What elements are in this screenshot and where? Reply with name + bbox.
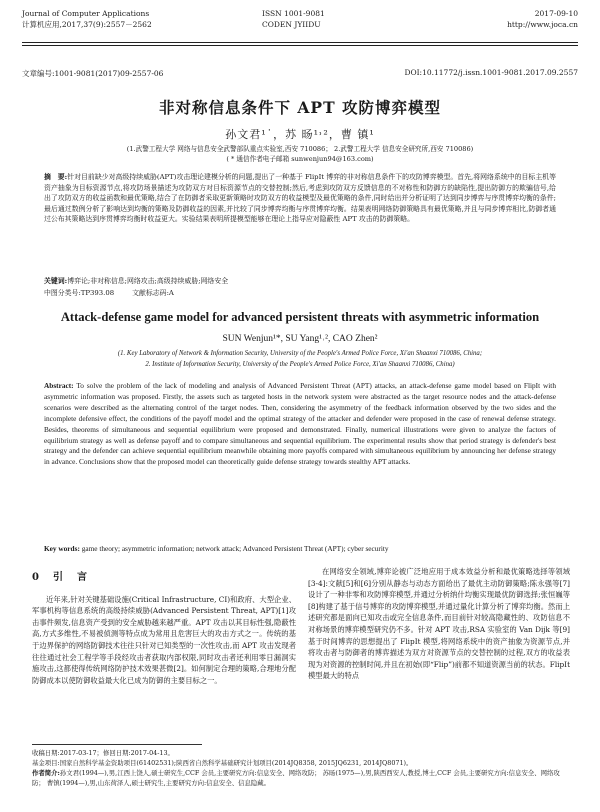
body-column-left xyxy=(32,566,296,686)
authors-english: SUN Wenjun¹*, SU Yang¹˒², CAO Zhen² xyxy=(222,334,378,344)
abstract-chinese xyxy=(44,172,556,225)
publish-date: 2017-09-10 xyxy=(534,9,578,18)
footnote-received: 收稿日期:2017-03-17；修回日期:2017-04-13。 xyxy=(32,749,174,757)
footnote-funding: 基金项目:国家自然科学基金资助项目(61402531);陕西省自然科学基础研究计划项目(2014JQ8358, 2015JQ6231, 2014JQ8071)。 xyxy=(32,759,413,767)
abstract-english xyxy=(44,381,556,468)
header-divider-thin xyxy=(22,45,578,46)
abstract-en-label: Abstract: xyxy=(44,381,74,390)
doi[interactable]: DOI:10.11772/j.issn.1001-9081.2017.09.2557 xyxy=(404,68,578,77)
journal-url[interactable]: http://www.joca.cn xyxy=(507,20,578,29)
footnote-bio-text: 孙文君(1994—),男,江西上饶人,硕士研究生,CCF 会员,主要研究方向:信息安全、网络攻防； 苏旸(1975—),男,陕西西安人,教授,博士,CCF 会员,主要研究方向:信息安全、网络攻防； 曹镇(1994—),男,山东荷泽人,硕士研究生,主要研究方向:信息安全、信息隐藏。 xyxy=(32,769,560,787)
keywords-english xyxy=(44,544,556,555)
keywords-cn-label: 关键词: xyxy=(44,277,68,285)
affiliation-cn-line2: ( * 通信作者电子邮箱 sunwenjun94@163.com) xyxy=(226,155,374,163)
abstract-en-text: To solve the problem of the lack of modeling and analysis of Advanced Persistent Threat (APT) attacks, an attack-defense game model based on FlipIt with asymmetric information was proposed. Firstly, the assets such as targeted hosts in the network system were abstracted as the target resource nodes and the attack-defense scenarios were described as the alternating control of the target nodes. Then, considering the asymmetry of the feedback information observed by the two sides and the incomplete defensive effect, the conditions of the payoff model and the optimal strategy of the attacker and defender were proposed in the case of renewal defense strategy. Besides, theorems of simultaneous and sequential equilibrium were proposed and demonstrated. Finally, numerical illustrations were given to analyze the factors of equilibrium strategy as well as defense payoff and to compare simultaneous and sequential equilibrium. The experimental results show that period strategy is defender's best strategy and the defender can achieve sequential equilibrium meanwhile obtaining more payoffs compared with simultaneous equilibrium by announcing her defense strategy in advance. Conclusions show that the proposed model can theoretically guide defense strategy towards stealthy APT attacks. xyxy=(44,381,556,467)
footnotes xyxy=(32,748,572,788)
journal-citation: 计算机应用,2017,37(9):2557－2562 xyxy=(22,20,152,29)
abstract-cn-text: 针对目前缺少对高级持续威胁(APT)攻击理论建模分析的问题,提出了一种基于 FlipIt 博弈的非对称信息条件下的攻防博弈模型。首先,将网络系统中的目标主机等资产抽象为目标资源节点,将攻防场景描述为攻防双方对目标资源节点的交替控制;然后,考虑到攻防双方反馈信息的不对称性和防御方的缺陷性,提出防御方的欺骗信号,给出了攻防双方的收益函数和最优策略,结合了在防御者采取更新策略时攻防双方的收益模型及最优策略的条件,同时给出并分析证明了达到同步博弈与序贯博弈均衡的条件;最后通过数例分析了影响达到均衡的策略及防御收益的因素,并比较了同步博弈均衡与序贯博弈均衡。结果表明网络防御策略具有最优策略,并且与同步博弈相比,防御者通过公布其策略达到序贯博弈均衡时收益更大。实验结果表明所提模型能够在理论上指导应对隐蔽性 APT 攻击的防御策略。 xyxy=(44,173,556,224)
affiliation-en-line1: (1. Key Laboratory of Network & Information Security, University of the People's Armed Police Force, Xi'an Shaanxi 710086, China; xyxy=(117,350,483,357)
affiliation-cn-line1: (1.武警工程大学 网络与信息安全武警部队重点实验室,西安 710086； 2.武警工程大学 信息安全研究所,西安 710086) xyxy=(126,145,474,153)
affiliation-en-line2: 2. Institute of Information Security, University of the People's Armed Police Force, Xi'an Shaanxi 710086, China) xyxy=(145,360,455,368)
footnote-bio xyxy=(32,768,572,788)
title-english: Attack-defense game model for advanced persistent threats with asymmetric information xyxy=(60,310,540,324)
keywords-en-text: game theory; asymmetric information; network attack; Advanced Persistent Threat (APT); cyber security xyxy=(81,544,389,553)
authors-chinese: 孙文君¹˙，苏 旸¹˒²，曹 镇¹ xyxy=(225,128,375,141)
journal-name: Journal of Computer Applications xyxy=(22,9,150,18)
document-code: 文献标志码:A xyxy=(132,289,174,297)
article-ids xyxy=(22,68,578,79)
footnote-divider xyxy=(32,744,202,745)
intro-paragraph-right: 在网络安全领域,博弈论被广泛地应用于成本效益分析和最优策略选择等领域[3-4]:文献[5]和[6]分别从静态与动态方面给出了最优主动防御策略;陈永强等[7]设计了一种非零和攻防博弈模型,并通过分析纳什均衡实现最优防御选择;张恒巍等[8]构建了基于信号博弈的攻防博弈模型,并通过量化计算分析了博弈均衡。然而上述研究都是面向已知攻击或完全信息条件,而目前针对较高隐藏性的、攻防信息不对称场景的博弈模型研究仍不多。针对 APT 攻击,RSA 实验室的 Van Dijk 等[9]基于时间博弈的思想提出了 FlipIt 模型,将网络系统中的资产抽象为资源节点,并将攻击者与防御者的博弈描述为双方对资源节点的交替控制的过程,双方的收益表现为对资源的控制时间,并且在初始(即“Flip”)前都不知道资源当前的状态。FlipIt 模型最大的特点 xyxy=(308,567,570,681)
journal-header xyxy=(22,8,578,42)
classification xyxy=(44,288,556,299)
article-number: 文章编号:1001-9081(2017)09-2557-06 xyxy=(22,69,164,78)
affiliation-english xyxy=(0,349,600,370)
intro-paragraph-left: 近年来,针对关键基础设施(Critical Infrastructure, CI)和政府、大型企业、军事机构等信息系统的高级持续威胁(Advanced Persistent Threat, APT)[1]攻击事件频发,信息资产受到的安全威胁越来越严重。APT 攻击以其目标性强,隐蔽性高,方式多维性,不易被侦测等特点成为常用且危害巨大的攻击方式之一。传统的基于边界保护的网络防御技术往往只针对已知类型的一次性攻击,而 APT 攻击发现者往往通过社会工程学等手段经攻击者获取内部权限,同时攻击者还利用零日漏洞实施攻击,这都使得传统网络防护技术效果甚微[2]。如何制定合理的策略,合理地分配防御成本以使防御收益最大化已成为防御的主要目标之一。 xyxy=(32,594,296,685)
title-chinese: 非对称信息条件下 APT 攻防博弈模型 xyxy=(158,98,441,117)
section-heading-intro: 0 引 言 xyxy=(32,572,89,583)
abstract-cn-label: 摘 要: xyxy=(44,173,68,181)
keywords-chinese xyxy=(44,276,556,287)
clc-number: 中图分类号:TP393.08 xyxy=(44,289,115,297)
footnote-bio-label: 作者简介: xyxy=(32,769,60,777)
keywords-cn-text: 博弈论;非对称信息;网络攻击;高级持续威胁;网络安全 xyxy=(67,277,229,285)
header-divider xyxy=(22,42,578,43)
coden: CODEN JYIIDU xyxy=(262,20,321,29)
keywords-en-label: Key words: xyxy=(44,544,80,553)
body-column-right xyxy=(308,566,570,682)
affiliation-chinese xyxy=(0,144,600,164)
issn: ISSN 1001-9081 xyxy=(262,9,325,18)
